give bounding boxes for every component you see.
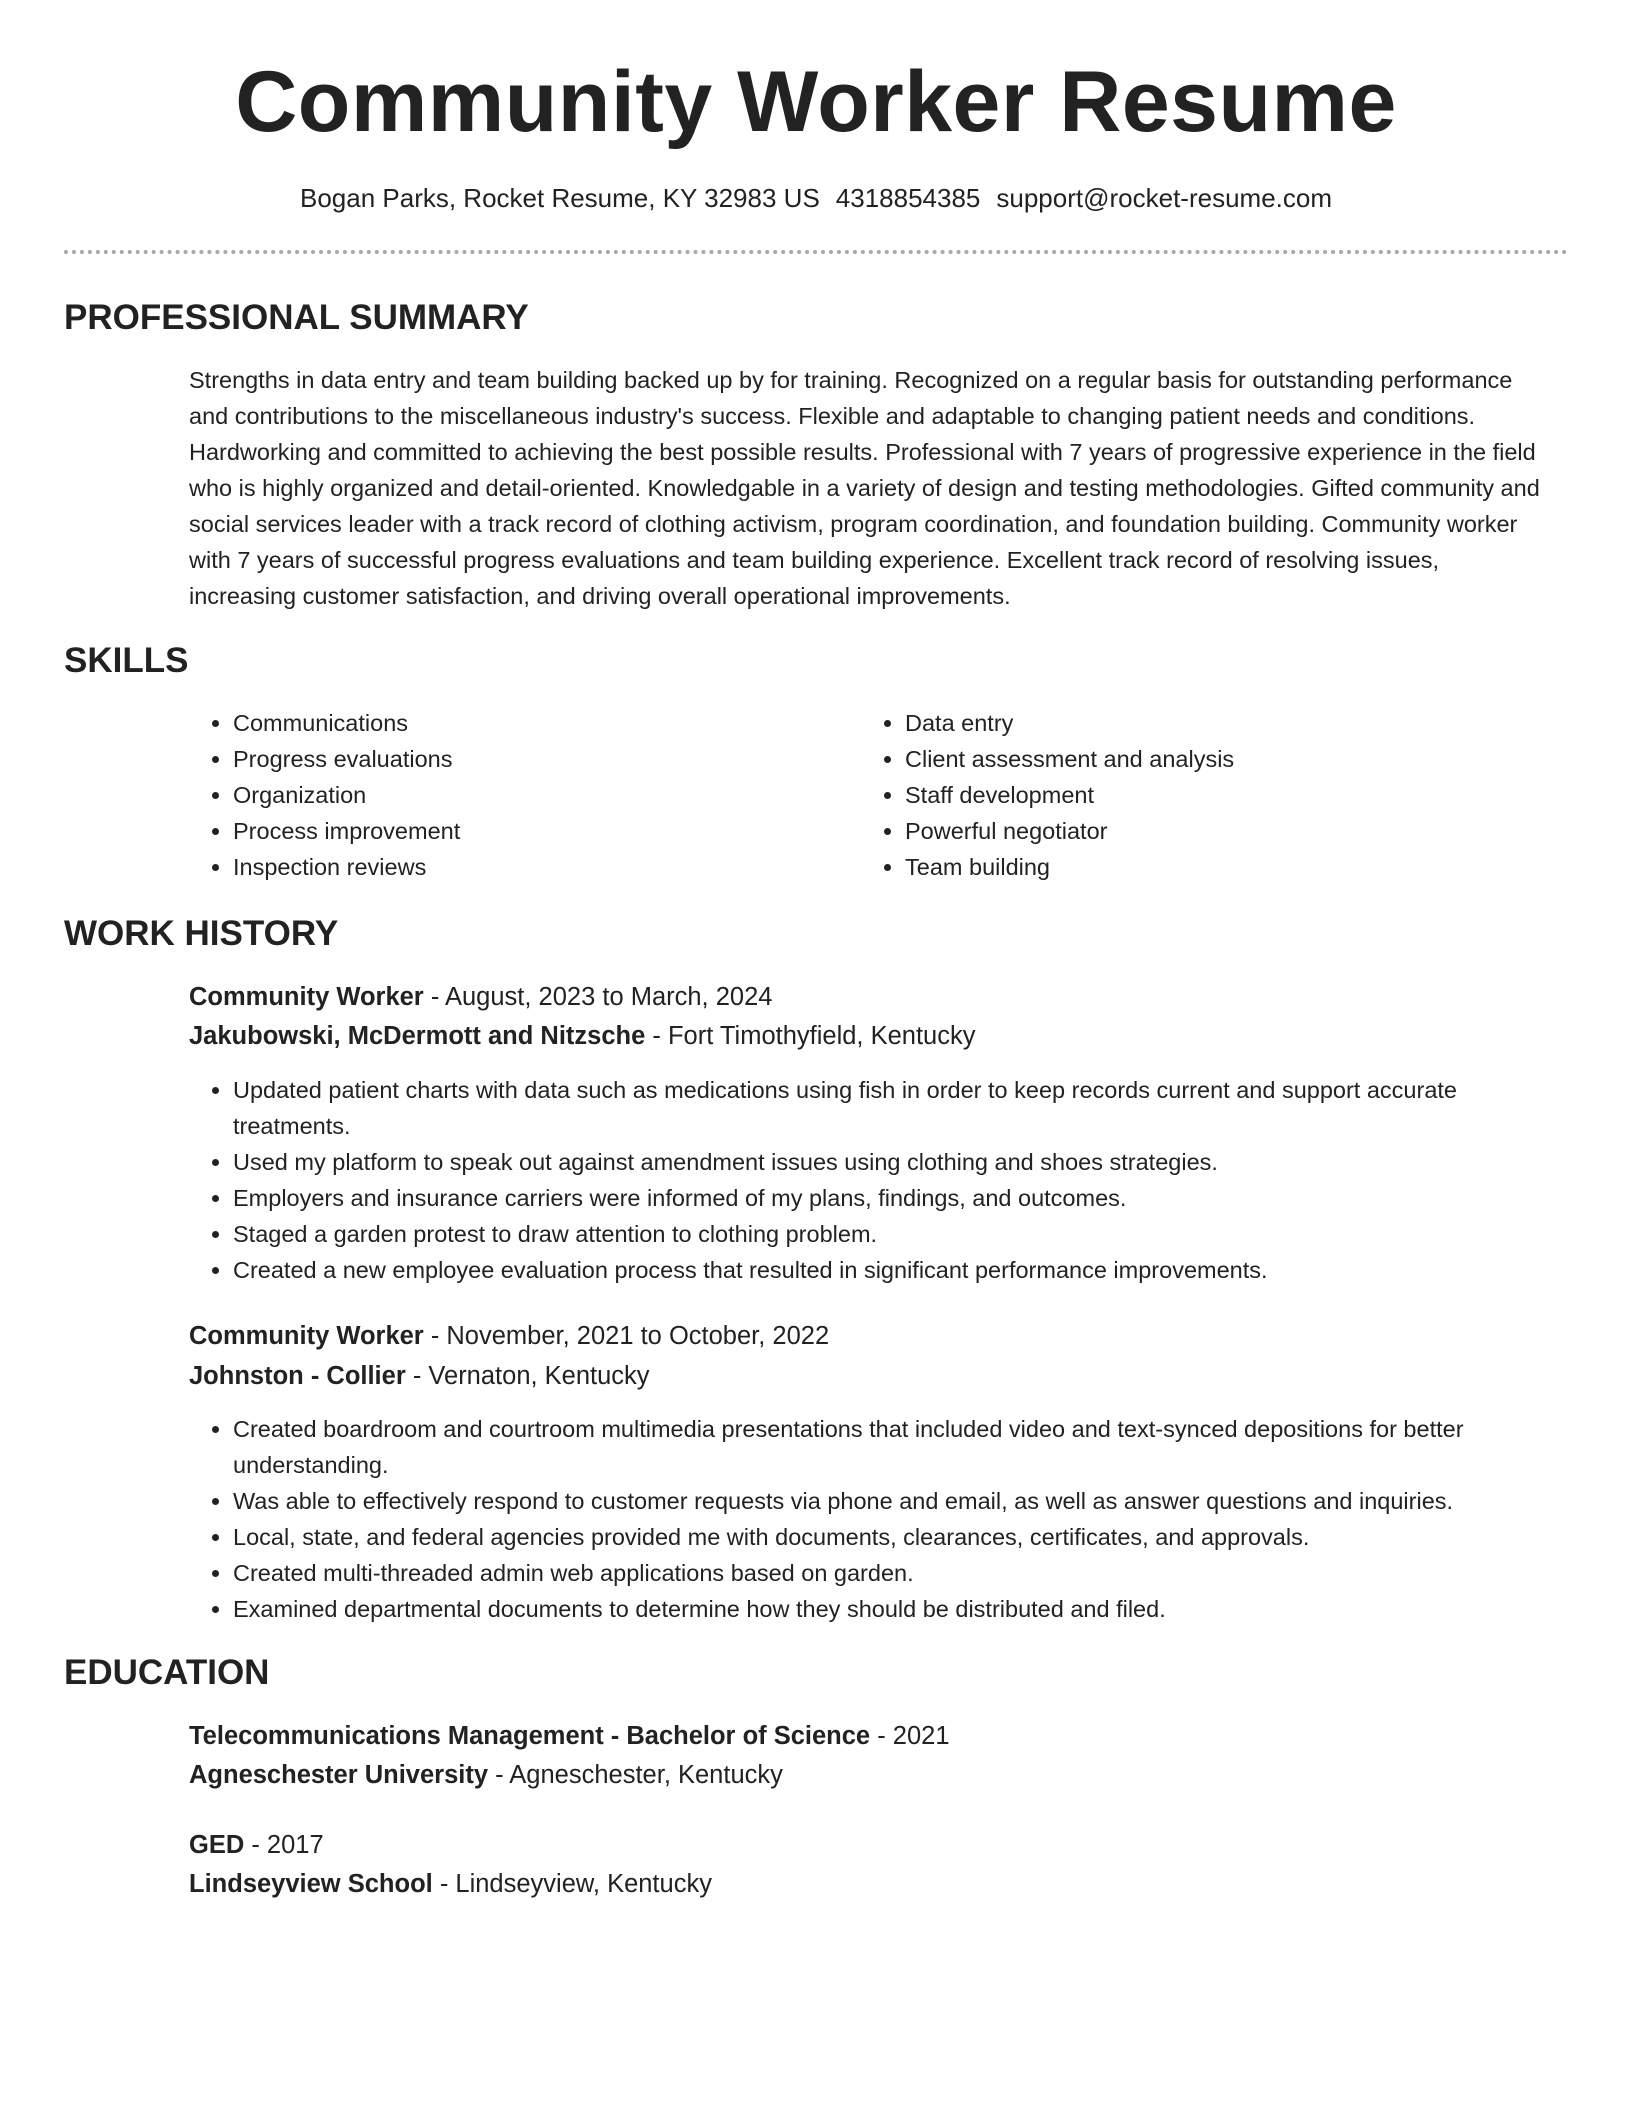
degree-line (189, 1827, 324, 1863)
job-title-line (189, 979, 772, 1015)
job-dates: - November, 2021 to October, 2022 (423, 1322, 830, 1350)
skills-list-right (861, 705, 1525, 885)
job-bullet: • Examined departmental documents to determine how they should be distributed and filed. (233, 1591, 1573, 1627)
skills-heading: SKILLS (64, 641, 189, 680)
work-heading: WORK HISTORY (64, 914, 339, 953)
job-bullet: • Local, state, and federal agencies provided me with documents, clearances, certificates, and approvals. (233, 1519, 1573, 1555)
job-bullet: • Employers and insurance carriers were informed of my plans, findings, and outcomes. (233, 1180, 1573, 1216)
skill-item: • Communications (233, 705, 853, 741)
summary-text: Strengths in data entry and team building backed up by for training. Recognized on a regular basis for outstanding performance and contributions to the miscellaneous industry's success. Flexible and adaptable to changing patient needs and conditions. Hardworking and committed to achieving the best possible results. Professional with 7 years of progressive experience in the field who is highly organized and detail-oriented. Knowledgable in a variety of design and testing methodologies. Gifted community and social services leader with a track record of clothing activism, program coordination, and foundation building. Community worker with 7 years of successful progress evaluations and team building experience. Excellent track record of resolving issues, increasing customer satisfaction, and driving overall operational improvements. (189, 367, 1540, 609)
skill-item: • Powerful negotiator (905, 813, 1525, 849)
job-title: Community Worker (189, 1322, 424, 1350)
degree-year: - 2021 (870, 1722, 950, 1750)
degree: GED (189, 1831, 245, 1859)
contact-email: support@rocket-resume.com (996, 183, 1333, 213)
skills-list-left (189, 705, 853, 885)
degree-year: - 2017 (244, 1831, 324, 1859)
job-employer-line (189, 1358, 650, 1394)
school: Agneschester University (189, 1761, 489, 1789)
header-divider (64, 250, 1568, 254)
job-bullet: • Created multi-threaded admin web applications based on garden. (233, 1555, 1573, 1591)
skill-item: • Progress evaluations (233, 741, 853, 777)
contact-line (0, 178, 1632, 218)
education-heading: EDUCATION (64, 1653, 270, 1692)
skill-item: • Staff development (905, 777, 1525, 813)
skill-item: • Organization (233, 777, 853, 813)
skill-item: • Client assessment and analysis (905, 741, 1525, 777)
school-line (189, 1866, 712, 1902)
degree-line (189, 1718, 950, 1754)
job-bullets (189, 1072, 1573, 1288)
job-dates: - August, 2023 to March, 2024 (423, 983, 773, 1011)
job-employer-line (189, 1018, 975, 1054)
job-location: - Vernaton, Kentucky (405, 1362, 650, 1390)
resume-title: Community Worker Resume (235, 54, 1397, 150)
school-line (189, 1757, 783, 1793)
skill-item: • Inspection reviews (233, 849, 853, 885)
school: Lindseyview School (189, 1870, 433, 1898)
skill-item: • Process improvement (233, 813, 853, 849)
skill-item: • Data entry (905, 705, 1525, 741)
job-employer: Jakubowski, McDermott and Nitzsche (189, 1022, 646, 1050)
job-title: Community Worker (189, 983, 424, 1011)
degree: Telecommunications Management - Bachelor of Science (189, 1722, 871, 1750)
contact-phone: 4318854385 (835, 183, 981, 213)
job-title-line (189, 1318, 829, 1354)
job-bullet: • Was able to effectively respond to customer requests via phone and email, as well as answer questions and inquiries. (233, 1483, 1573, 1519)
job-bullet: • Updated patient charts with data such as medications using fish in order to keep records current and support accurate treatments. (233, 1072, 1573, 1144)
school-location: - Lindseyview, Kentucky (432, 1870, 712, 1898)
job-bullet: • Staged a garden protest to draw attention to clothing problem. (233, 1216, 1573, 1252)
job-bullet: • Used my platform to speak out against amendment issues using clothing and shoes strategies. (233, 1144, 1573, 1180)
contact-address: Bogan Parks, Rocket Resume, KY 32983 US (299, 183, 820, 213)
job-location: - Fort Timothyfield, Kentucky (645, 1022, 976, 1050)
school-location: - Agneschester, Kentucky (488, 1761, 783, 1789)
summary-heading: PROFESSIONAL SUMMARY (64, 298, 529, 337)
job-bullets (189, 1411, 1573, 1627)
job-bullet: • Created a new employee evaluation process that resulted in significant performance improvements. (233, 1252, 1573, 1288)
job-bullet: • Created boardroom and courtroom multimedia presentations that included video and text-synced depositions for better understanding. (233, 1411, 1573, 1483)
skill-item: • Team building (905, 849, 1525, 885)
job-employer: Johnston - Collier (189, 1362, 406, 1390)
